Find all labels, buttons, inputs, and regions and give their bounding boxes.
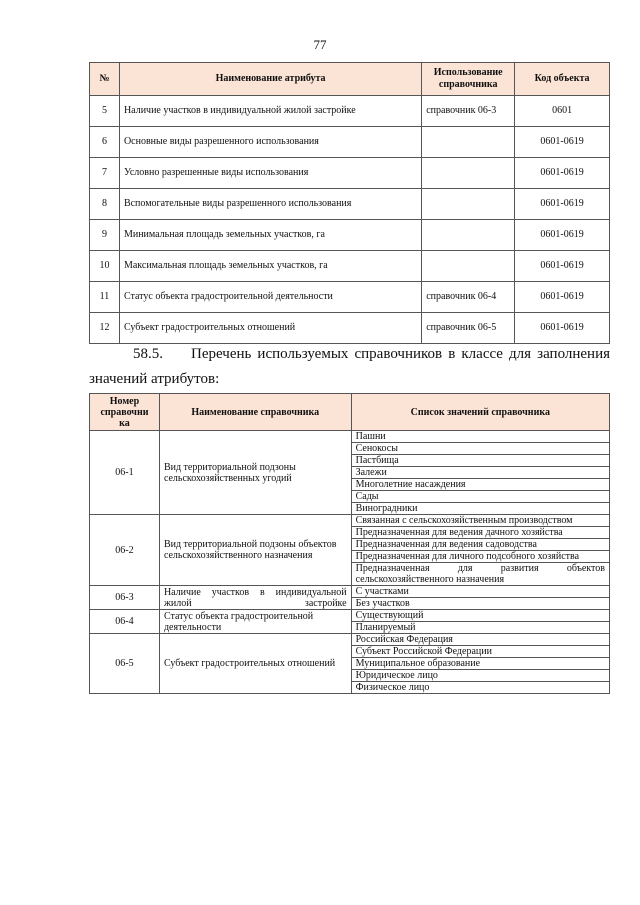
- row-object-code: 0601-0619: [515, 127, 610, 158]
- table-row: [90, 431, 610, 443]
- table-row: [90, 634, 610, 646]
- reference-value: Виноградники: [351, 503, 609, 515]
- table-row: [90, 515, 610, 527]
- table-row: [90, 610, 610, 622]
- reference-value: Пастбища: [351, 455, 609, 467]
- reference-value: Без участков: [351, 598, 609, 610]
- section-text-line1: Перечень используемых справочников в классе для заполнения: [191, 346, 610, 362]
- reference-value: Залежи: [351, 467, 609, 479]
- table-row: [90, 96, 610, 127]
- reference-code: 06-5: [90, 634, 160, 694]
- reference-value: Предназначенная для личного подсобного хозяйства: [351, 551, 609, 563]
- reference-code: 06-1: [90, 431, 160, 515]
- row-object-code: 0601: [515, 96, 610, 127]
- row-object-code: 0601-0619: [515, 189, 610, 220]
- table-row: [90, 158, 610, 189]
- reference-value: Сенокосы: [351, 443, 609, 455]
- row-number: 5: [90, 96, 120, 127]
- section-number: 58.5.: [133, 346, 163, 362]
- header-reference-number: Номер справочни ка: [90, 394, 160, 431]
- header-reference-values: Список значений справочника: [351, 394, 609, 431]
- row-attribute-name: Субъект градостроительных отношений: [119, 313, 421, 344]
- row-reference: справочник 06-5: [422, 313, 515, 344]
- row-attribute-name: Наличие участков в индивидуальной жилой застройке: [119, 96, 421, 127]
- reference-value: Многолетние насаждения: [351, 479, 609, 491]
- reference-name: Субъект градостроительных отношений: [159, 634, 351, 694]
- reference-name: Статус объекта градостроительной деятельности: [159, 610, 351, 634]
- header-object-code: Код объекта: [515, 63, 610, 96]
- row-number: 7: [90, 158, 120, 189]
- section-text-line2: значений атрибутов:: [89, 371, 220, 387]
- reference-code: 06-2: [90, 515, 160, 586]
- table-row: [90, 220, 610, 251]
- reference-value: Существующий: [351, 610, 609, 622]
- reference-value: Предназначенная для ведения дачного хозяйства: [351, 527, 609, 539]
- row-attribute-name: Статус объекта градостроительной деятельности: [119, 282, 421, 313]
- attributes-table-header: [90, 63, 610, 96]
- reference-value: Предназначенная для ведения садоводства: [351, 539, 609, 551]
- reference-value: Физическое лицо: [351, 682, 609, 694]
- reference-value: Юридическое лицо: [351, 670, 609, 682]
- reference-value: Связанная с сельскохозяйственным производством: [351, 515, 609, 527]
- header-reference-name: Наименование справочника: [159, 394, 351, 431]
- row-attribute-name: Максимальная площадь земельных участков, га: [119, 251, 421, 282]
- row-number: 8: [90, 189, 120, 220]
- reference-code: 06-4: [90, 610, 160, 634]
- reference-value: Планируемый: [351, 622, 609, 634]
- row-attribute-name: Минимальная площадь земельных участков, га: [119, 220, 421, 251]
- row-reference: [422, 189, 515, 220]
- row-object-code: 0601-0619: [515, 251, 610, 282]
- row-reference: [422, 127, 515, 158]
- table-row: [90, 313, 610, 344]
- row-attribute-name: Основные виды разрешенного использования: [119, 127, 421, 158]
- references-table-header: [90, 394, 610, 431]
- references-table: [89, 393, 610, 694]
- row-number: 9: [90, 220, 120, 251]
- row-number: 12: [90, 313, 120, 344]
- row-attribute-name: Условно разрешенные виды использования: [119, 158, 421, 189]
- header-number: №: [90, 63, 120, 96]
- reference-name: Вид территориальной подзоны объектов сельскохозяйственного назначения: [159, 515, 351, 586]
- table-row: [90, 251, 610, 282]
- table-row: [90, 282, 610, 313]
- page-number: 77: [313, 37, 327, 52]
- row-number: 11: [90, 282, 120, 313]
- row-object-code: 0601-0619: [515, 158, 610, 189]
- reference-value: Субъект Российской Федерации: [351, 646, 609, 658]
- reference-value: Пашни: [351, 431, 609, 443]
- reference-value: Муниципальное образование: [351, 658, 609, 670]
- reference-value: Сады: [351, 491, 609, 503]
- row-reference: справочник 06-4: [422, 282, 515, 313]
- reference-value: Российская Федерация: [351, 634, 609, 646]
- row-object-code: 0601-0619: [515, 220, 610, 251]
- reference-name: Наличие участков в индивидуальной жилой застройке: [159, 586, 351, 610]
- header-attribute-name: Наименование атрибута: [119, 63, 421, 96]
- row-reference: [422, 251, 515, 282]
- table-row: [90, 189, 610, 220]
- row-number: 6: [90, 127, 120, 158]
- reference-name: Вид территориальной подзоны сельскохозяйственных угодий: [159, 431, 351, 515]
- row-reference: [422, 158, 515, 189]
- row-attribute-name: Вспомогательные виды разрешенного использования: [119, 189, 421, 220]
- row-object-code: 0601-0619: [515, 313, 610, 344]
- table-row: [90, 127, 610, 158]
- row-number: 10: [90, 251, 120, 282]
- section-heading: [89, 342, 610, 367]
- attributes-table: [89, 62, 610, 344]
- row-object-code: 0601-0619: [515, 282, 610, 313]
- reference-value: С участками: [351, 586, 609, 598]
- row-reference: справочник 06-3: [422, 96, 515, 127]
- table-row: [90, 586, 610, 598]
- reference-code: 06-3: [90, 586, 160, 610]
- row-reference: [422, 220, 515, 251]
- header-reference-usage: Использование справочника: [422, 63, 515, 96]
- reference-value: Предназначенная для развития объектов сельскохозяйственного назначения: [351, 563, 609, 586]
